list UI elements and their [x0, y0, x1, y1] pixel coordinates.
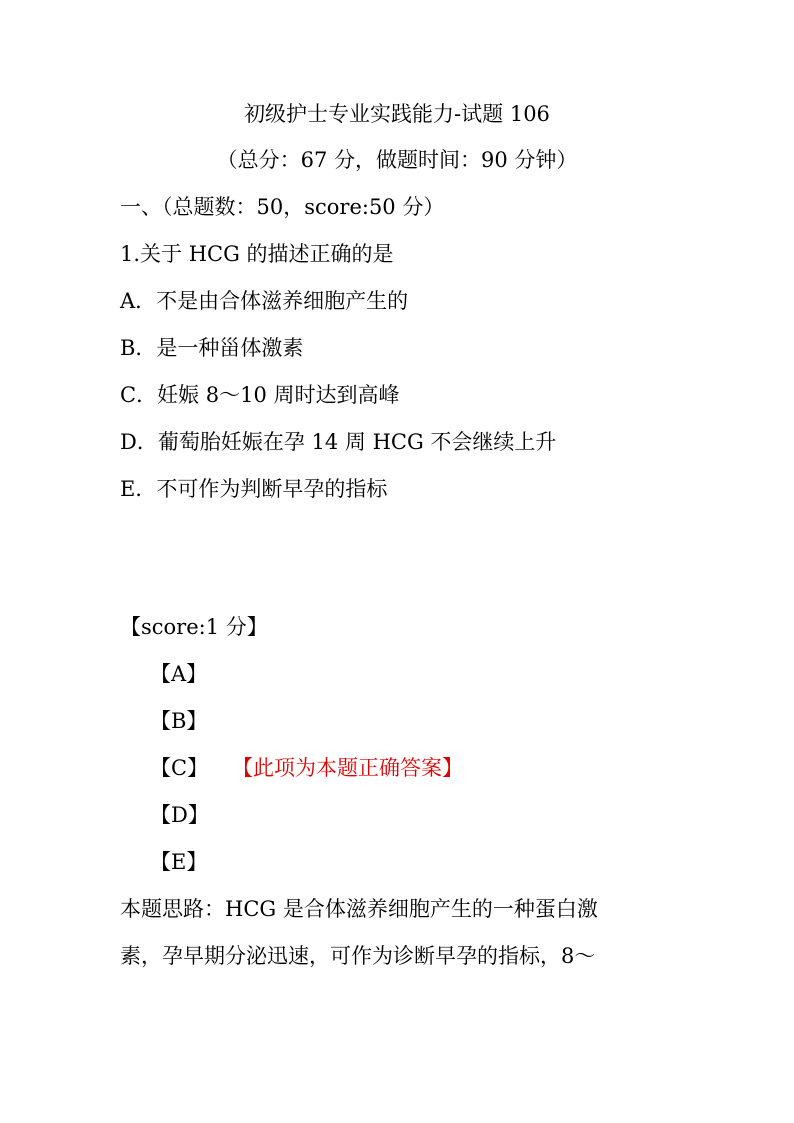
- question-stem: 1.关于 HCG 的描述正确的是: [120, 242, 394, 266]
- answer-choice-b: 【B】: [150, 709, 208, 733]
- explanation-line: 本题思路：HCG 是合体滋养细胞产生的一种蛋白激: [120, 897, 598, 921]
- correct-answer-marker: 【此项为本题正确答案】: [232, 756, 463, 780]
- explanation-line: 素，孕早期分泌迅速，可作为诊断早孕的指标，8～: [120, 944, 596, 968]
- section-heading: 一、（总题数：50，score:50 分）: [120, 195, 445, 219]
- option-d: D．葡萄胎妊娠在孕 14 周 HCG 不会继续上升: [120, 430, 557, 454]
- answer-choice-a: 【A】: [150, 662, 208, 686]
- page-title: 初级护士专业实践能力-试题 106: [244, 102, 550, 126]
- option-c: C．妊娠 8～10 周时达到高峰: [120, 383, 400, 407]
- answer-choice-e: 【E】: [150, 850, 208, 874]
- exam-info: （总分：67 分，做题时间：90 分钟）: [216, 148, 578, 172]
- option-e: E．不可作为判断早孕的指标: [120, 477, 388, 501]
- answer-choice-c: 【C】: [150, 756, 209, 780]
- score-label: 【score:1 分】: [120, 615, 268, 639]
- option-b: B．是一种甾体激素: [120, 336, 304, 360]
- option-a: A．不是由合体滋养细胞产生的: [120, 289, 409, 313]
- answer-choice-d: 【D】: [150, 803, 209, 827]
